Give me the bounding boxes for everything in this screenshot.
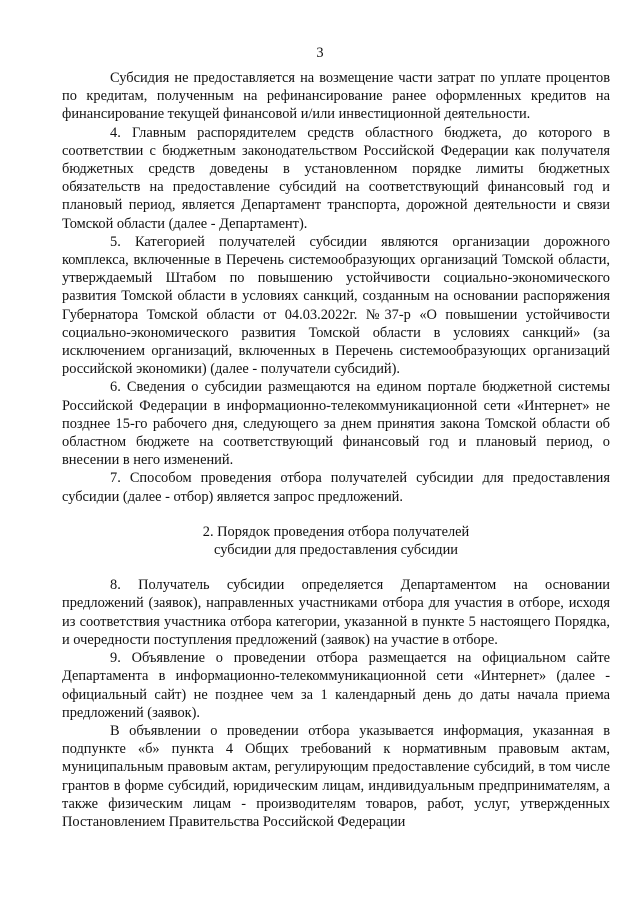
paragraph-5-recipient-category: 5. Категорией получателей субсидии являются организации дорожного комплекса, включенные в Перечень системообразующих организаций Томской области, утверждаемый Штабом по повышению устойчивости социально-экономического развития Томской области в условиях санкций, созданным на основании распоряжения Губернатора Томской области от 04.03.2022г. №37-р «О повышении устойчивости социально-экономического развития Томской области в условиях санкций» (за исключением организаций, включенных в Перечень системообразующих организаций российской экономики) (далее - получатели субсидий). — [62, 233, 610, 378]
paragraph-subsidy-exclusion: Субсидия не предоставляется на возмещение части затрат по уплате процентов по кредитам, полученным на рефинансирование ранее оформленных кредитов на финансирование текущей финансовой и/или инвестиционной деятельности. — [62, 70, 610, 123]
section-2-heading-line-1: 2. Порядок проведения отбора получателей — [202, 523, 470, 540]
page-number: 3 — [316, 45, 324, 61]
section-2-heading-line-2: субсидии для предоставления субсидии — [214, 542, 458, 559]
section-2-heading — [62, 523, 610, 559]
paragraph-6-subsidy-information: 6. Сведения о субсидии размещаются на едином портале бюджетной системы Российской Федерации в информационно-телекоммуникационной сети «Интернет» не позднее 15-го рабочего дня, следующего за днем принятия закона Томской области об областном бюджете на соответствующий финансовый год и плановый период, о внесении в него изменений. — [62, 379, 610, 469]
document-body — [62, 69, 610, 831]
paragraph-8-recipient-determination: 8. Получатель субсидии определяется Департаментом на основании предложений (заявок), направленных участниками отбора для участия в отборе, исходя из соответствия участника отбора категории, указанной в пункте 5 настоящего Порядка, и очередности поступления предложений (заявок) на участие в отборе. — [62, 577, 610, 648]
paragraph-9-selection-announcement: 9. Объявление о проведении отбора размещается на официальном сайте Департамента в информационно-телекоммуникационной сети «Интернет» (далее - официальный сайт) не позднее чем за 1 календарный день до даты начала приема предложений (заявок). — [62, 650, 610, 721]
paragraph-4-main-administrator: 4. Главным распорядителем средств областного бюджета, до которого в соответствии с бюджетным законодательством Российской Федерации как получателя бюджетных средств доведены в установленном порядке лимиты бюджетных обязательств на предоставление субсидий на соответствующий финансовый год и плановый период, является Департамент транспорта, дорожной деятельности и связи Томской области (далее - Департамент). — [62, 124, 610, 232]
paragraph-7-selection-method: 7. Способом проведения отбора получателей субсидии для предоставления субсидии (далее - отбор) является запрос предложений. — [62, 470, 610, 505]
paragraph-announcement-contents: В объявлении о проведении отбора указывается информация, указанная в подпункте «б» пункта 4 Общих требований к нормативным правовым актам, муниципальным правовым актам, регулирующим предоставление субсидий, в том числе грантов в форме субсидий, юридическим лицам, индивидуальным предпринимателям, а также физическим лицам - производителям товаров, работ, услуг, утвержденных Постановлением Правительства Российской Федерации — [62, 722, 610, 830]
